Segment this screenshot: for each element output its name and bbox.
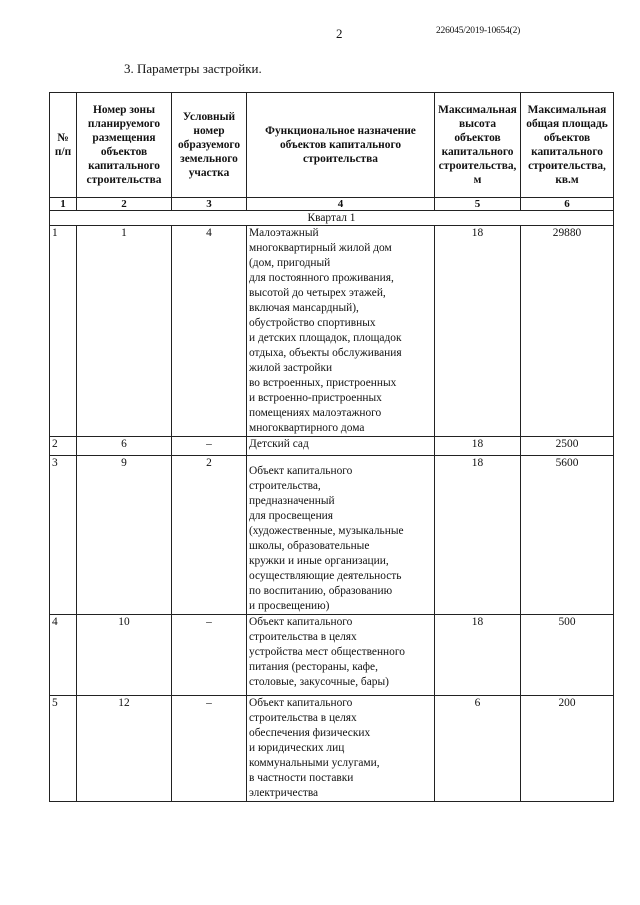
function-text: Детский сад (249, 438, 309, 450)
plot-cell: – (172, 615, 247, 696)
column-number: 5 (435, 198, 521, 211)
area-cell: 29880 (521, 226, 614, 437)
function-cell (247, 696, 435, 802)
header-zone: Номер зоны планируемого размещения объектов капитального строительства (77, 93, 172, 198)
plot-cell: – (172, 437, 247, 456)
area-cell: 200 (521, 696, 614, 802)
plot-cell: – (172, 696, 247, 802)
header-height: Максимальная высота объектов капитального строительства, м (435, 93, 521, 198)
header-function: Функциональное назначение объектов капитального строительства (247, 93, 435, 198)
row-number: 2 (50, 437, 77, 456)
function-text: Малоэтажный многоквартирный жилой дом (дом, пригодный для постоянного проживания, высотой до четырех этажей, включая мансардный), обустройство спортивных и детских площадок, площадок отдыха, объекты обслуживания жилой застройки во встроенных, пристроенных и встроенно-пристроенных помещениях малоэтажного многоквартирного дома (249, 227, 402, 434)
row-number: 4 (50, 615, 77, 696)
zone-cell: 12 (77, 696, 172, 802)
function-cell (247, 615, 435, 696)
zone-cell: 6 (77, 437, 172, 456)
column-number: 2 (77, 198, 172, 211)
page-number: 2 (336, 26, 343, 41)
row-number: 5 (50, 696, 77, 802)
group-label: Квартал 1 (50, 211, 614, 226)
group-row (50, 211, 614, 226)
column-number: 1 (50, 198, 77, 211)
table-row (50, 615, 614, 696)
table-row (50, 696, 614, 802)
area-cell: 5600 (521, 456, 614, 615)
height-cell: 18 (435, 437, 521, 456)
column-number-row (50, 198, 614, 211)
height-cell: 18 (435, 226, 521, 437)
header-plot: Условный номер образуемого земельного участка (172, 93, 247, 198)
function-cell (247, 456, 435, 615)
table-header-row (50, 93, 614, 198)
height-cell: 18 (435, 615, 521, 696)
zone-cell: 1 (77, 226, 172, 437)
document-id: 226045/2019-10654(2) (436, 26, 521, 36)
zone-cell: 9 (77, 456, 172, 615)
zone-cell: 10 (77, 615, 172, 696)
header-number: № п/п (50, 93, 77, 198)
column-number: 4 (247, 198, 435, 211)
building-parameters-table (49, 92, 614, 802)
function-text: Объект капитального строительства в целях устройства мест общественного питания (рестораны, кафе, столовые, закусочные, бары) (249, 616, 405, 688)
table-row (50, 226, 614, 437)
function-text: Объект капитального строительства в целях обеспечения физических и юридических лиц коммунальными услугами, в частности поставки электричества (249, 697, 380, 799)
area-cell: 2500 (521, 437, 614, 456)
header-area: Максимальная общая площадь объектов капитального строительства, кв.м (521, 93, 614, 198)
column-number: 3 (172, 198, 247, 211)
function-text: Объект капитального строительства, предназначенный для просвещения (художественные, музыкальные школы, образовательные кружки и иные организации, осуществляющие деятельность по воспитанию, образованию и просвещению) (249, 465, 404, 612)
table-row (50, 437, 614, 456)
height-cell: 6 (435, 696, 521, 802)
plot-cell: 2 (172, 456, 247, 615)
row-number: 1 (50, 226, 77, 437)
height-cell: 18 (435, 456, 521, 615)
function-cell (247, 226, 435, 437)
section-title: 3. Параметры застройки. (124, 61, 262, 76)
function-cell (247, 437, 435, 456)
plot-cell: 4 (172, 226, 247, 437)
table-row (50, 456, 614, 615)
row-number: 3 (50, 456, 77, 615)
area-cell: 500 (521, 615, 614, 696)
column-number: 6 (521, 198, 614, 211)
